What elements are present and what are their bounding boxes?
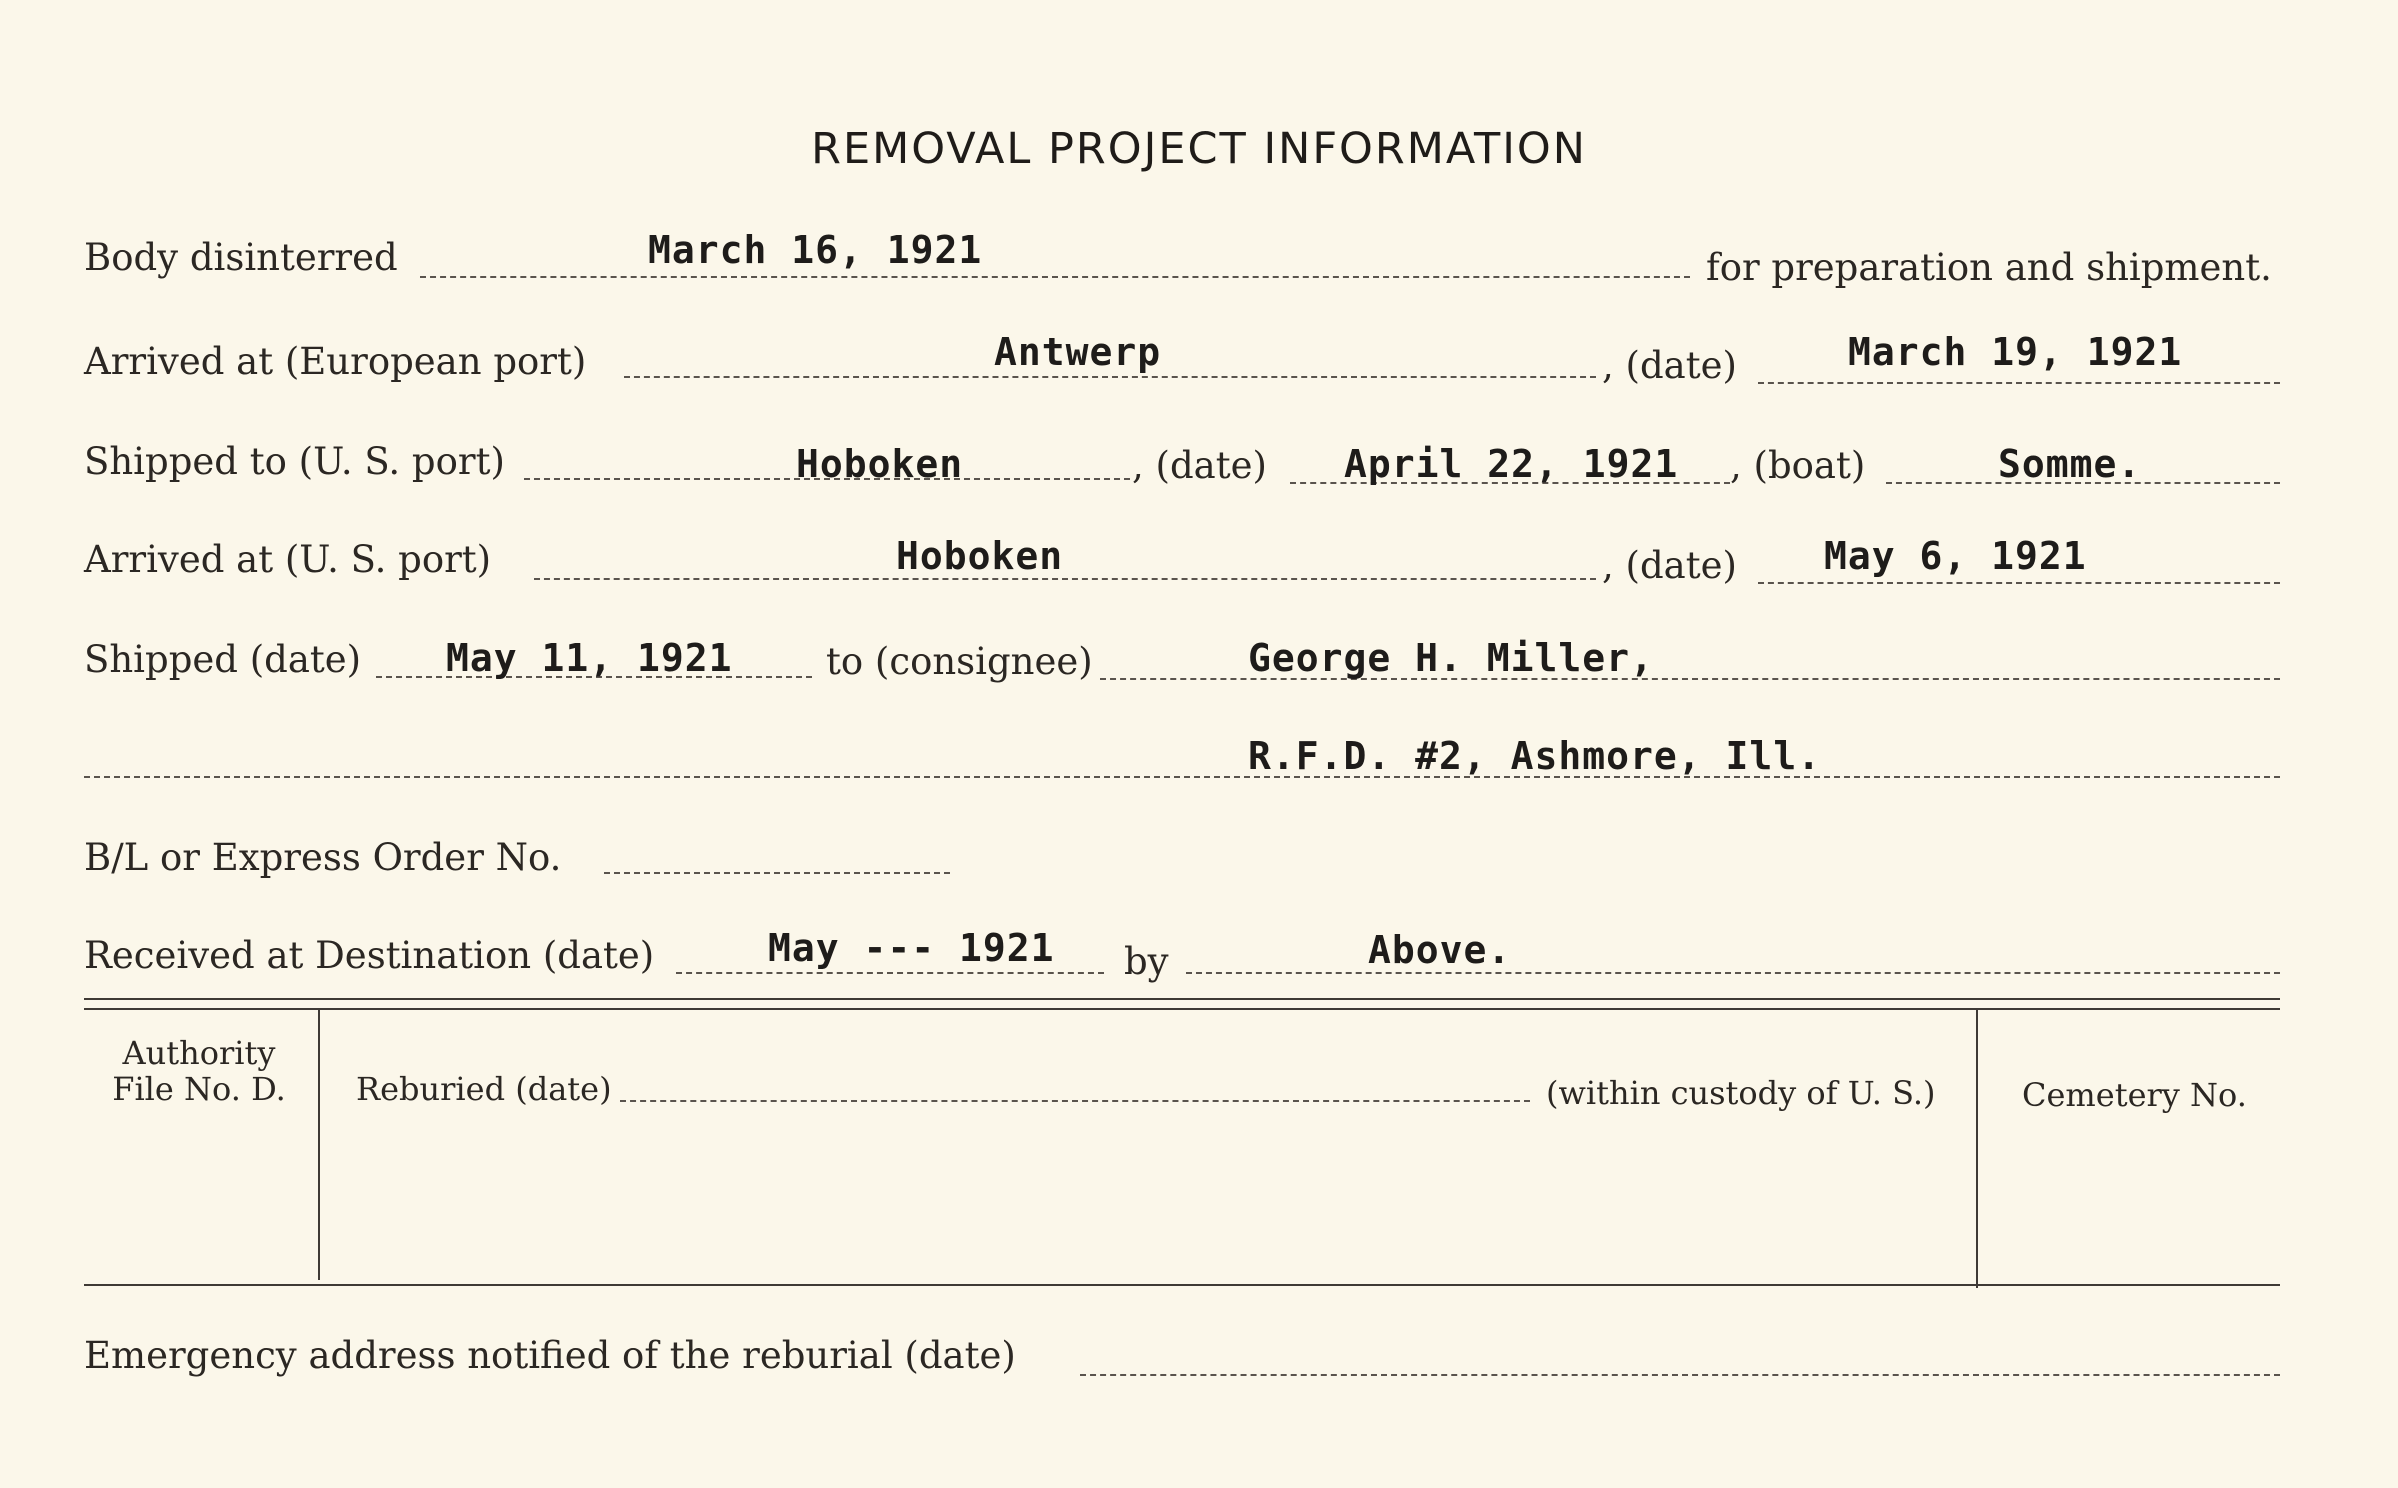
received-date-value: May --- 1921	[768, 926, 1055, 970]
euro-port-value: Antwerp	[994, 330, 1162, 374]
table-divider-right	[1976, 1010, 1978, 1288]
consignee-address: R.F.D. #2, Ashmore, Ill.	[1248, 734, 1822, 778]
euro-date-label: , (date)	[1602, 344, 1737, 387]
disinterred-line	[420, 276, 1690, 278]
disinterred-suffix: for preparation and shipment.	[1706, 246, 2272, 289]
shipped-us-label: Shipped to (U. S. port)	[84, 440, 505, 483]
card-title: REMOVAL PROJECT INFORMATION	[811, 124, 1587, 174]
received-date-line	[676, 972, 1104, 974]
boat-label: , (boat)	[1730, 444, 1866, 487]
received-by-label: by	[1124, 940, 1169, 983]
shipped-label: Shipped (date)	[84, 638, 362, 681]
cemetery-label: Cemetery No.	[2022, 1076, 2247, 1114]
double-rule-top	[84, 998, 2280, 1000]
us-arrival-date-value: May 6, 1921	[1824, 534, 2087, 578]
us-arrival-label: Arrived at (U. S. port)	[84, 538, 492, 581]
received-by-value: Above.	[1368, 928, 1512, 972]
received-by-line	[1186, 972, 2280, 974]
consignee-value: George H. Miller,	[1248, 636, 1654, 680]
emergency-label: Emergency address notified of the reburial (date)	[84, 1334, 1016, 1377]
shipped-date-value: May 11, 1921	[446, 636, 733, 680]
euro-date-value: March 19, 1921	[1848, 330, 2183, 374]
table-bottom-rule	[84, 1284, 2280, 1286]
us-arrival-port-line	[534, 578, 1596, 580]
address-line	[84, 776, 2280, 778]
reburied-label: Reburied (date)	[356, 1070, 612, 1108]
euro-port-line	[624, 376, 1596, 378]
emergency-line	[1080, 1374, 2280, 1376]
euro-date-line	[1758, 382, 2280, 384]
shipped-us-date-value: April 22, 1921	[1344, 442, 1679, 486]
reburied-line	[620, 1100, 1530, 1102]
shipped-us-date-label: , (date)	[1132, 444, 1267, 487]
disinterred-label: Body disinterred	[84, 236, 398, 279]
double-rule-bottom	[84, 1008, 2280, 1010]
euro-arrival-label: Arrived at (European port)	[84, 340, 587, 383]
bl-line	[604, 872, 950, 874]
table-divider-left	[318, 1010, 320, 1280]
received-label: Received at Destination (date)	[84, 934, 655, 977]
authority-line1: Authority	[122, 1034, 276, 1072]
us-arrival-port-value: Hoboken	[896, 534, 1064, 578]
us-arrival-date-label: , (date)	[1602, 544, 1737, 587]
us-port-value: Hoboken	[796, 442, 964, 486]
boat-value: Somme.	[1998, 442, 2142, 486]
custody-label: (within custody of U. S.)	[1546, 1074, 1936, 1112]
consignee-label: to (consignee)	[826, 640, 1093, 683]
authority-line2: File No. D.	[112, 1070, 286, 1108]
disinterred-value: March 16, 1921	[648, 228, 983, 272]
us-arrival-date-line	[1758, 582, 2280, 584]
bl-label: B/L or Express Order No.	[84, 836, 562, 879]
